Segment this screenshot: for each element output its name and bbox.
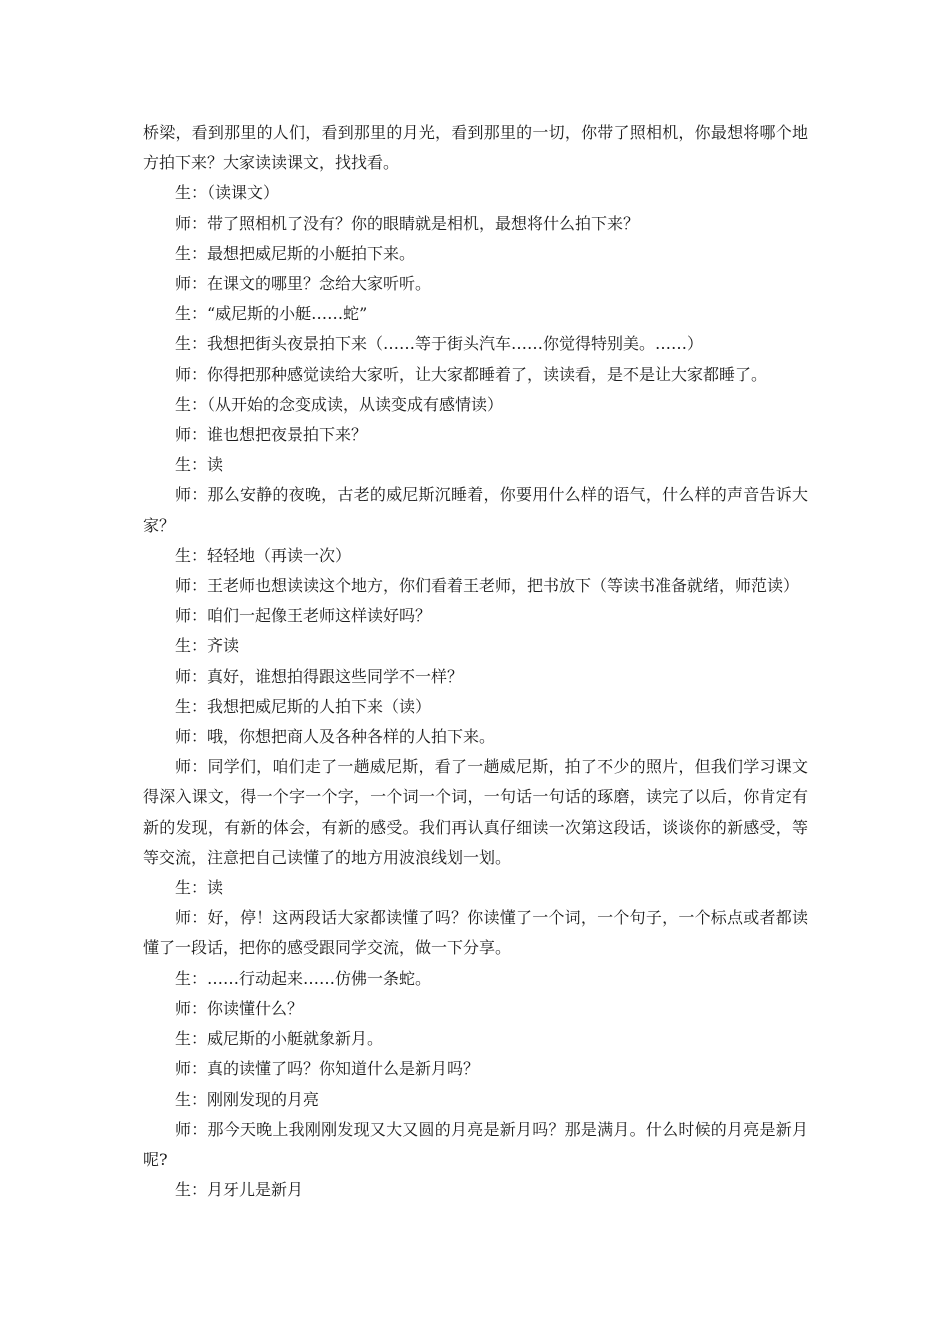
paragraph: 师：谁也想把夜景拍下来？ [175,425,368,445]
paragraph: 生：读 [175,878,224,898]
paragraph: 生：（读课文） [175,183,280,203]
paragraph: 生：轻轻地（再读一次） [175,545,352,565]
paragraph: 生：刚刚发现的月亮 [175,1089,320,1109]
paragraph: 生：最想把威尼斯的小艇拍下来。 [175,243,416,263]
paragraph: 师：咱们一起像王老师这样读好吗？ [175,606,432,626]
paragraph: 生：读 [175,455,224,475]
paragraph: 师：带了照相机了没有？你的眼睛就是相机，最想将什么拍下来？ [175,213,640,233]
paragraph: 生：威尼斯的小艇就象新月。 [175,1029,384,1049]
paragraph: 桥梁，看到那里的人们，看到那里的月光，看到那里的一切，你带了照相机，你最想将哪个地方拍下来？大家读读课文，找找看。 [143,123,808,173]
paragraph: 师：王老师也想读读这个地方，你们看着王老师，把书放下（等读书准备就绪，师范读） [175,576,800,596]
document-page [143,118,808,1205]
paragraph: 师：哦，你想把商人及各种各样的人拍下来。 [175,727,496,747]
paragraph: 师：那么安静的夜晚，古老的威尼斯沉睡着，你要用什么样的语气，什么样的声音告诉大家？ [143,485,808,535]
paragraph: 师：你读懂什么？ [175,998,304,1018]
paragraph: 生：月牙儿是新月 [175,1180,304,1200]
paragraph: 师：你得把那种感觉读给大家听，让大家都睡着了，读读看，是不是让大家都睡了。 [175,364,768,384]
paragraph: 师：在课文的哪里？念给大家听听。 [175,274,432,294]
paragraph: 师：那今天晚上我刚刚发现又大又圆的月亮是新月吗？那是满月。什么时候的月亮是新月呢? [143,1119,808,1169]
paragraph: 生：“威尼斯的小艇……蛇” [175,304,368,324]
paragraph: 师：真的读懂了吗？你知道什么是新月吗？ [175,1059,480,1079]
paragraph: 师：同学们，咱们走了一趟威尼斯，看了一趟威尼斯，拍了不少的照片，但我们学习课文得深入课文，得一个字一个字，一个词一个词，一句话一句话的琢磨，读完了以后，你肯定有新的发现，有新的体会，有新的感受。我们再认真仔细读一次第这段话，谈谈你的新感受，等等交流，注意把自己读懂了的地方用波浪线划一划。 [143,757,808,867]
paragraph: 生：我想把街头夜景拍下来（……等于街头汽车……你觉得特别美。……） [175,334,704,354]
paragraph: 师：真好，谁想拍得跟这些同学不一样？ [175,666,464,686]
paragraph: 师：好，停！这两段话大家都读懂了吗？你读懂了一个词，一个句子，一个标点或者都读懂了一段话，把你的感受跟同学交流，做一下分享。 [143,908,808,958]
paragraph: 生：（从开始的念变成读，从读变成有感情读） [175,394,504,414]
paragraph: 生：齐读 [175,636,240,656]
paragraph: 生：我想把威尼斯的人拍下来（读） [175,696,432,716]
paragraph: 生：……行动起来……仿佛一条蛇。 [175,968,432,988]
